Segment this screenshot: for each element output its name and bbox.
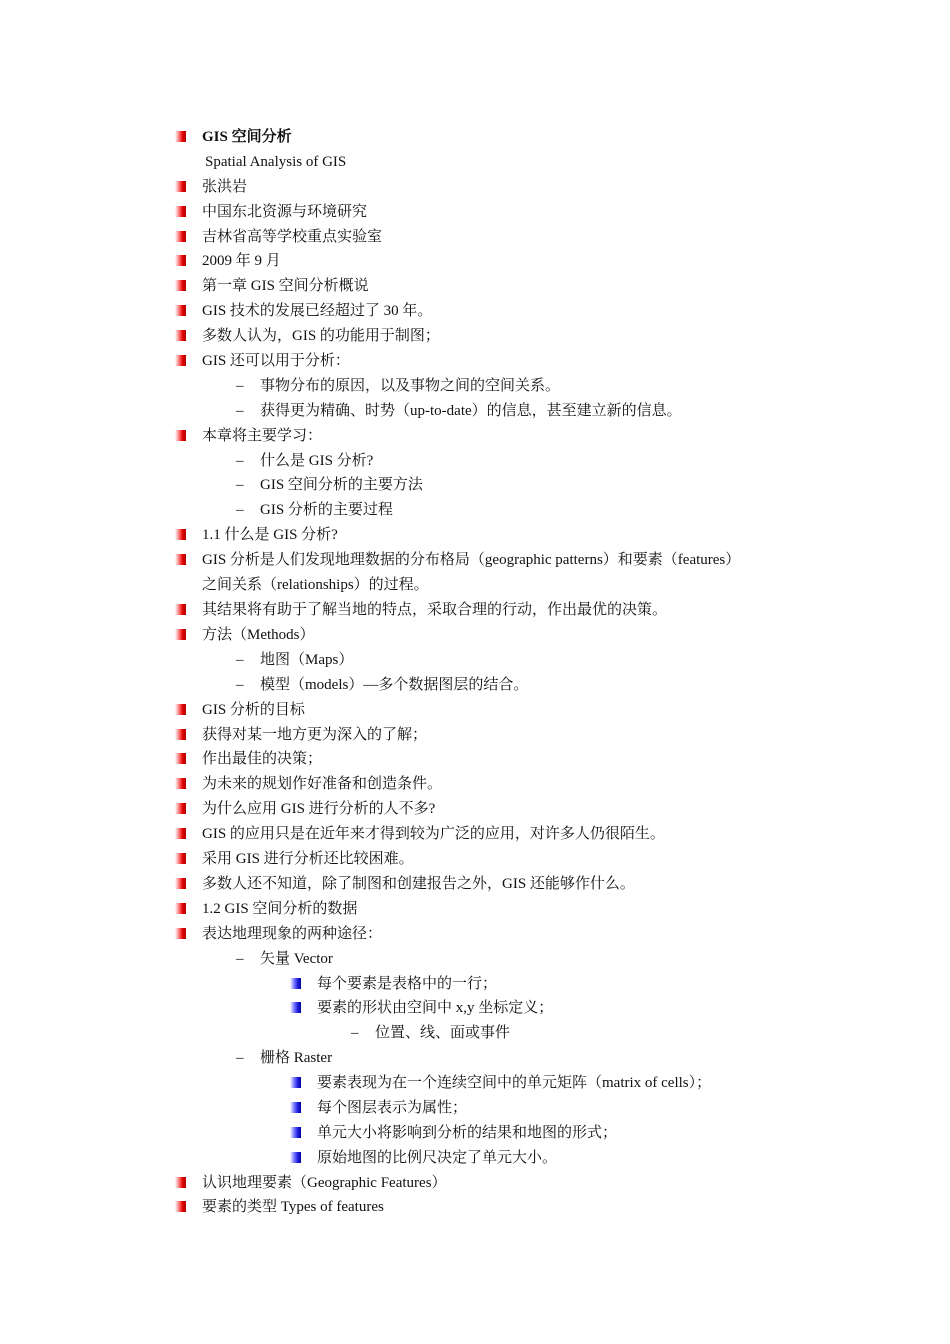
list-item-text: 要素的类型 Types of features	[202, 1199, 384, 1215]
dash-bullet-icon: –	[236, 951, 244, 967]
red-square-bullet-icon	[175, 131, 186, 142]
red-square-bullet-icon	[175, 1177, 186, 1188]
list-item-text: 多数人还不知道，除了制图和创建报告之外，GIS 还能够作什么。	[202, 876, 635, 892]
blue-square-bullet-icon	[290, 1102, 301, 1113]
dash-bullet-icon: –	[236, 502, 244, 518]
list-item-text: 多数人认为，GIS 的功能用于制图；	[202, 328, 440, 344]
list-item-text: 吉林省高等学校重点实验室	[202, 229, 383, 245]
red-square-bullet-icon	[175, 231, 186, 242]
list-item-text: 表达地理现象的两种途径：	[202, 926, 383, 942]
dash-bullet-icon: –	[236, 378, 244, 394]
list-item-text: 认识地理要素（Geographic Features）	[202, 1175, 447, 1191]
red-square-bullet-icon	[175, 753, 186, 764]
list-item-text: 1.1 什么是 GIS 分析?	[202, 527, 338, 543]
list-item-text: 方法（Methods）	[202, 627, 315, 643]
red-square-bullet-icon	[175, 280, 186, 291]
red-square-bullet-icon	[175, 255, 186, 266]
list-item-text: GIS 还可以用于分析：	[202, 353, 350, 369]
list-item-text: 张洪岩	[202, 179, 248, 195]
list-item-text: GIS 的应用只是在近年来才得到较为广泛的应用，对许多人仍很陌生。	[202, 826, 665, 842]
dash-bullet-icon: –	[236, 652, 244, 668]
red-square-bullet-icon	[175, 430, 186, 441]
list-item-text: 为未来的规划作好准备和创造条件。	[202, 776, 443, 792]
level-four-list-item-text: 位置、线、面或事件	[375, 1025, 511, 1041]
list-item-text: 2009 年 9 月	[202, 253, 281, 269]
dash-bullet-icon: –	[351, 1025, 359, 1041]
list-item-text: 其结果将有助于了解当地的特点，采取合理的行动，作出最优的决策。	[202, 602, 668, 618]
list-item-text: 1.2 GIS 空间分析的数据	[202, 901, 358, 917]
list-item-text: 为什么应用 GIS 进行分析的人不多?	[202, 801, 436, 817]
red-square-bullet-icon	[175, 305, 186, 316]
sub-sub-list-item-text: 原始地图的比例尺决定了单元大小。	[317, 1150, 558, 1166]
list-item-text: 之间关系（relationships）的过程。	[202, 577, 429, 593]
red-square-bullet-icon	[175, 853, 186, 864]
list-item-text: 中国东北资源与环境研究	[202, 204, 368, 220]
sub-list-item-text: 什么是 GIS 分析?	[260, 453, 374, 469]
red-square-bullet-icon	[175, 529, 186, 540]
list-item-text: 本章将主要学习：	[202, 428, 323, 444]
red-square-bullet-icon	[175, 778, 186, 789]
sub-list-item-text: 模型（models）—多个数据图层的结合。	[260, 677, 529, 693]
list-item-text: GIS 分析的目标	[202, 702, 305, 718]
list-item-text: 获得对某一地方更为深入的了解；	[202, 727, 428, 743]
red-square-bullet-icon	[175, 903, 186, 914]
sub-list-item-text: 事物分布的原因，以及事物之间的空间关系。	[260, 378, 561, 394]
sub-list-item-text: 获得更为精确、时势（up-to-date）的信息，甚至建立新的信息。	[260, 403, 682, 419]
sub-sub-list-item-text: 单元大小将影响到分析的结果和地图的形式；	[317, 1125, 618, 1141]
sub-sub-list-item-text: 每个图层表示为属性；	[317, 1100, 468, 1116]
red-square-bullet-icon	[175, 181, 186, 192]
sub-list-item-text: 栅格 Raster	[260, 1050, 333, 1066]
blue-square-bullet-icon	[290, 1077, 301, 1088]
list-item-text: 作出最佳的决策；	[202, 751, 323, 767]
red-square-bullet-icon	[175, 1201, 186, 1212]
red-square-bullet-icon	[175, 330, 186, 341]
blue-square-bullet-icon	[290, 1002, 301, 1013]
list-item-text: GIS 技术的发展已经超过了 30 年。	[202, 303, 433, 319]
sub-list-item-text: 地图（Maps）	[260, 652, 354, 668]
dash-bullet-icon: –	[236, 677, 244, 693]
sub-sub-list-item-text: 每个要素是表格中的一行；	[317, 976, 498, 992]
dash-bullet-icon: –	[236, 1050, 244, 1066]
red-square-bullet-icon	[175, 928, 186, 939]
list-item-text: 采用 GIS 进行分析还比较困难。	[202, 851, 414, 867]
sub-list-item-text: 矢量 Vector	[260, 951, 333, 967]
red-square-bullet-icon	[175, 803, 186, 814]
list-item-text: GIS 分析是人们发现地理数据的分布格局（geographic patterns）和要素（features）	[202, 552, 741, 568]
red-square-bullet-icon	[175, 554, 186, 565]
red-square-bullet-icon	[175, 604, 186, 615]
sub-list-item-text: GIS 分析的主要过程	[260, 502, 393, 518]
red-square-bullet-icon	[175, 206, 186, 217]
sub-list-item-text: GIS 空间分析的主要方法	[260, 477, 423, 493]
sub-sub-list-item-text: 要素的形状由空间中 x,y 坐标定义；	[317, 1000, 554, 1016]
dash-bullet-icon: –	[236, 477, 244, 493]
dash-bullet-icon: –	[236, 453, 244, 469]
blue-square-bullet-icon	[290, 1127, 301, 1138]
blue-square-bullet-icon	[290, 978, 301, 989]
red-square-bullet-icon	[175, 878, 186, 889]
blue-square-bullet-icon	[290, 1152, 301, 1163]
sub-sub-list-item-text: 要素表现为在一个连续空间中的单元矩阵（matrix of cells）；	[317, 1075, 712, 1091]
list-item-text: 第一章 GIS 空间分析概说	[202, 278, 369, 294]
red-square-bullet-icon	[175, 828, 186, 839]
dash-bullet-icon: –	[236, 403, 244, 419]
document-subtitle: Spatial Analysis of GIS	[205, 154, 347, 170]
document-title: GIS 空间分析	[202, 129, 292, 145]
red-square-bullet-icon	[175, 355, 186, 366]
red-square-bullet-icon	[175, 729, 186, 740]
red-square-bullet-icon	[175, 629, 186, 640]
red-square-bullet-icon	[175, 704, 186, 715]
